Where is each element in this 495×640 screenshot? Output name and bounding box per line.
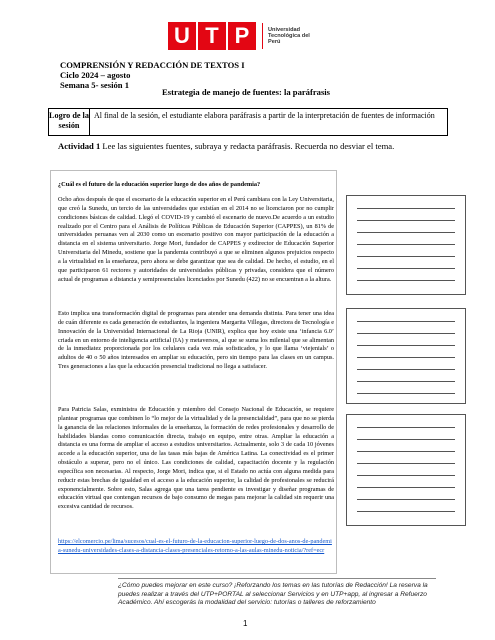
note-line [357,208,455,209]
activity-label: Actividad 1 [58,141,101,151]
logro-label: Logro de la sesión [49,109,90,135]
note-line [357,511,455,512]
article-paragraph-3: Para Patricia Salas, exministra de Educación y miembro del Consejo Nacional de Educación, se requiere plantear programas que combinen lo “lo mejor de la virtualidad y de la presencialidad”, para que no se pierda la ganancia de las relaciones informales de la enseñanza, la formación de redes profesionales y desarrollo de habilidades blandas como comunicación directa, trabajo en equipo, entre otras. Ampliar la educación a distancia es una forma de ampliar el acceso a estudios universitarios. Actualmente, solo 3 de cada 10 jóvenes accede a la educación superior, una de las tasas más bajas de América Latina. La conectividad es el primer obstáculo a superar, pero no el único. Las condiciones de calidad, capacitación docente y la regulación específica son necesarias. Al respecto, Jorge Mori, indica que, si el Estado no actúa con alguna medida para reducir estas brechas de igualdad en el acceso a la educación superior, la calidad de profesionales se reducirá exponencialmente. Sobre esto, Salas agrega que una tarea pendiente es investigar y diseñar programas de educación virtual que contengan recursos de bajo consumo de megas para mejorar la calidad sin requerir una excesiva cantidad de recursos. [58,406,334,511]
note-line [357,333,455,334]
note-line [357,268,455,269]
paraphrase-box-1[interactable] [346,195,466,295]
paraphrase-box-2[interactable] [346,308,466,404]
note-line [357,439,455,440]
note-line [357,220,455,221]
note-line [357,256,455,257]
logo-university-text: Universidad Tecnológica del Perú [268,26,310,46]
logo-letter-p: P [228,22,256,50]
logo-letter-u: U [168,22,196,50]
article-title: ¿Cuál es el futuro de la educación superior luego de dos años de pandemia? [58,181,261,188]
note-line [357,381,455,382]
note-line [357,345,455,346]
note-line [357,463,455,464]
note-line [357,244,455,245]
logro-table [48,108,448,136]
page-number: 1 [243,619,248,628]
paraphrase-box-3[interactable] [346,414,466,526]
course-title: COMPRENSIÓN Y REDACCIÓN DE TEXTOS I [60,60,245,70]
note-line [357,280,455,281]
note-line [357,487,455,488]
article-paragraph-1: Ocho años después de que el escenario de la educación superior en el Perú cambiara con la Ley Universitaria, que creó la Sunedu, un tercio de las universidades que existían en el 2014 no se licenciaron por no cumplir condiciones básicas de calidad. Llegó el COVID-19 y cambió el escenario de nuevo.De acuerdo a un estudio realizado por el Centro para el Análisis de Políticas Públicas de Educación Superior (CAPPES), un 81% de universidades peruanas ven al 2030 como un escenario positivo con mayor participación de la educación a distancia en el sistema universitario. Jorge Mori, fundador de CAPPES y exdirector de Educación Superior Universitaria del Minedu, sostiene que la pandemia contribuyó a que se eliminen algunos prejuicios respecto a la virtualidad en la enseñanza, pero ahora se debe garantizar que sea de calidad. De hecho, el estudio, en el que participaron 61 rectores y autoridades de universidades públicas y privadas, considera que el número actual de programas a distancia y semipresenciales licenciados por Sunedu (422) no se encuentran a la altura. [58,196,334,283]
article-paragraph-2: Esto implica una transformación digital de programas para atender una demanda distinta. Para tener una idea de cuán diferente es cada generación de estudiantes, la ingeniera Margarita Villegas, directora de Tecnología e Innovación de la Universidad Internacional de La Rioja (UNIR), explica que hoy existe una ‘infancia 6.0’ criada en un entorno de inteligencia artificial (IA) y metaversos, al que se suma los milenial que se alimentan de la inmediatez proporcionada por los celulares cada vez más sofisticados, y lo que llama ‘viejenials’ o adultos de 40 o 50 años interesados en ampliar su educación, pero sin tiempo para las clases en un campus. Tres generaciones a las que la educación presencial tradicional no llega a satisfacer. [58,310,334,371]
activity-instruction [58,141,394,151]
course-cycle: Ciclo 2024 – agosto [60,70,131,80]
logo-separator [262,23,263,49]
note-line [357,393,455,394]
activity-text: Lee las siguientes fuentes, subraya y redacta paráfrasis. Recuerda no desviar el tema. [100,141,395,151]
note-line [357,499,455,500]
article-source-link[interactable]: https://elcomercio.pe/lima/sucesos/cual-es-el-futuro-de-la-educacion-superior-luego-de-dos-anos-de-pandemia-sunedu-universidades-clases-a-distancia-clases-presenciales-retorno-a-las-aulas-minedu-noticia/?ref=ecr [58,538,332,554]
note-line [357,475,455,476]
note-line [357,232,455,233]
note-line [357,357,455,358]
footer-divider [118,578,436,579]
footer-note: ¿Cómo puedes mejorar en este curso? ¡Reforzando los temas en las tutorías de Redacción! La reserva la puedes realizar a través del UTP+PORTAL al seleccionar Servicios y en UTP+app, al ingresar a Refuerzo Académico. Ahí escogerás la modalidad del servicio: tutorías o talleres de reforzamiento [118,582,428,607]
logo-letter-t: T [198,22,226,50]
session-subtitle: Estrategia de manejo de fuentes: la paráfrasis [162,87,331,97]
note-line [357,321,455,322]
note-line [357,427,455,428]
note-line [357,369,455,370]
course-week: Semana 5- sesión 1 [60,80,129,90]
utp-logo [168,22,314,50]
logro-text: Al final de la sesión, el estudiante elabora paráfrasis a partir de la interpretación de fuentes de información [94,111,435,120]
note-line [357,451,455,452]
